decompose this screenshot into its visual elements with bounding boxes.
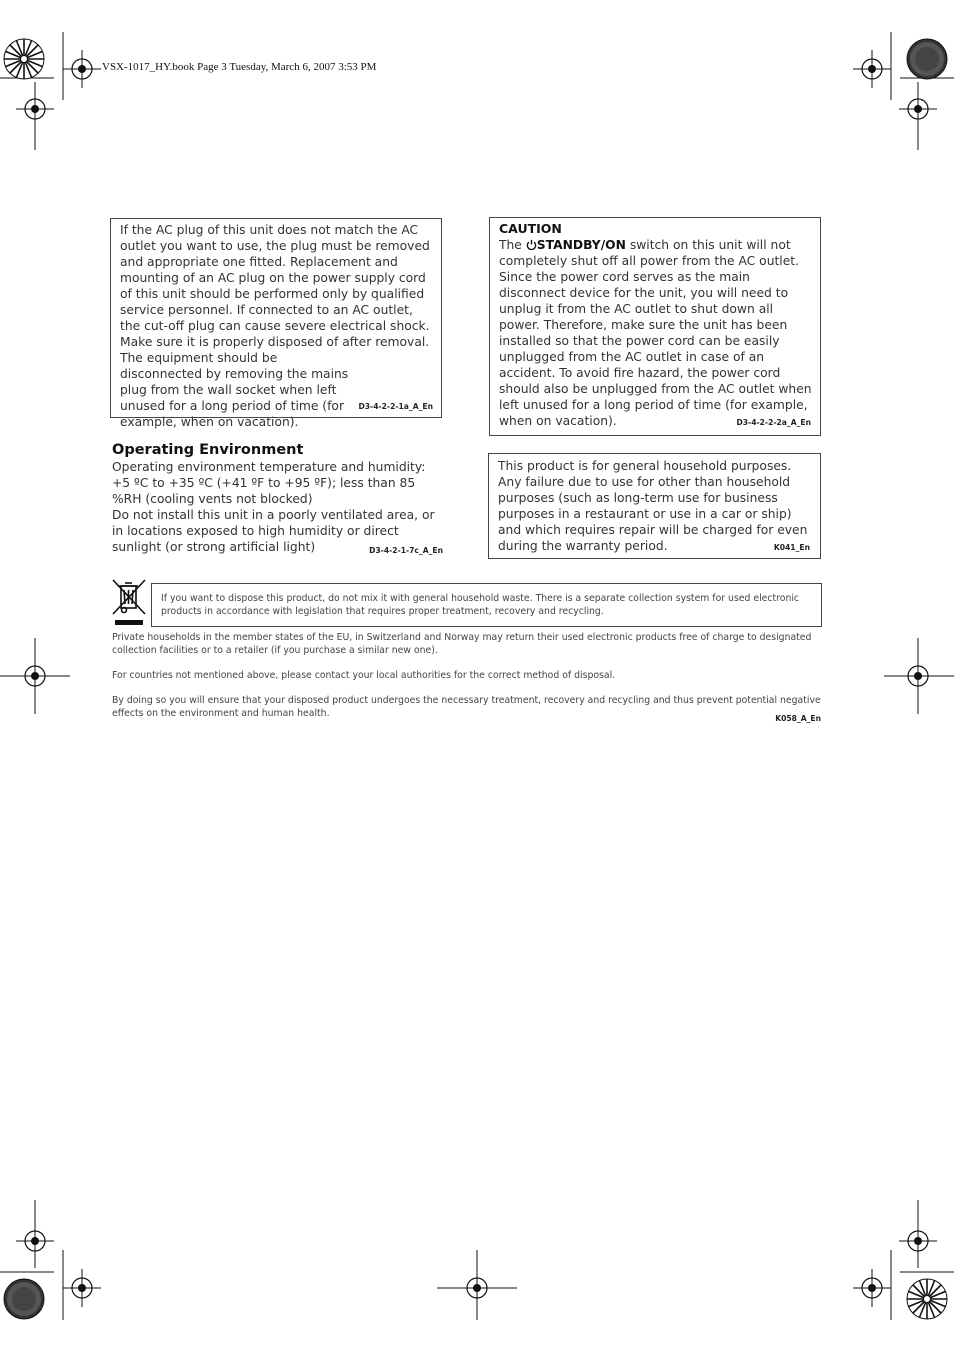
caution-text-before: The [499,238,526,252]
registration-mark-icon [16,90,54,128]
ac-plug-code: D3-4-2-2-1a_A_En [358,402,433,411]
registration-mark-icon [853,1269,891,1307]
color-wheel-icon [906,1278,948,1320]
ac-plug-paragraph-2: The equipment should be disconnected by removing the mains plug from the wall socket when left unused for a long period of time (for example, when on vacation). [120,351,349,429]
operating-environment-line-3: Do not install this unit in a poorly ventilated area, or in locations exposed to high humidity or direct sunlight (or strong artificial light) [112,508,435,554]
caution-text-after: switch on this unit will not completely shut off all power from the AC outlet. Since the power cord serves as the main disconnect device for the unit, you will need to unplug it from the AC outlet to shut down all power. Therefore, make sure the unit has been installed so that the power cord can be easily unplugged from the AC outlet in case of an accident. To avoid fire hazard, the power cord should also be unplugged from the AC outlet when left unused for a long period of time (for example, when on vacation). [499,238,812,428]
operating-environment-heading: Operating Environment [112,442,304,458]
caution-paragraph [499,237,812,429]
ac-plug-paragraph-1: If the AC plug of this unit does not match the AC outlet you want to use, the plug must be removed and appropriate one fitted. Replacement and mounting of an AC plug on the power supply cord of this unit should be performed only by qualified service personnel. If connected to an AC outlet, the cut-off plug can cause severe electrical shock. Make sure it is properly disposed of after removal. [120,223,430,349]
color-wheel-icon [906,38,948,80]
color-wheel-icon [3,1278,45,1320]
operating-environment-section [112,442,445,555]
disposal-details [112,632,822,721]
registration-mark-icon [16,657,54,695]
caution-code: D3-4-2-2-2a_A_En [736,418,811,427]
operating-environment-code: D3-4-2-1-7c_A_En [369,546,443,555]
disposal-notice-text: If you want to dispose this product, do not mix it with general household waste. There is a separate collection system for used electronic products in accordance with legislation that requires proper treatment, recovery and recycling. [161,593,800,617]
registration-mark-icon [899,657,937,695]
standby-switch-name: STANDBY/ON [536,238,626,252]
household-use-notice [488,453,821,559]
household-use-code: K041_En [773,543,810,552]
color-wheel-icon [3,38,45,80]
registration-mark-icon [63,1269,101,1307]
disposal-notice [151,583,822,627]
registration-mark-icon [899,90,937,128]
registration-mark-icon [63,50,101,88]
operating-environment-line-2: +5 ºC to +35 ºC (+41 ºF to +95 ºF); less than 85 %RH (cooling vents not blocked) [112,476,416,506]
caution-notice [489,217,821,436]
crossed-out-wheelie-bin-icon [112,578,146,626]
registration-mark-icon [16,1222,54,1260]
ac-plug-notice [110,218,442,429]
operating-environment-line-1: Operating environment temperature and humidity: [112,460,426,474]
disposal-code: K058_A_En [775,714,821,723]
power-standby-icon [526,238,537,249]
registration-mark-icon [853,50,891,88]
disposal-paragraph-1: Private households in the member states of the EU, in Switzerland and Norway may return their used electronic products free of charge to designated collection facilities or to a retailer (if you purchase a similar new one). [112,632,812,656]
disposal-paragraph-3: By doing so you will ensure that your disposed product undergoes the necessary treatment, recovery and recycling and thus prevent potential negative effects on the environment and human health. [112,695,821,720]
registration-mark-icon [458,1269,496,1307]
household-use-text: This product is for general household purposes. Any failure due to use for other than household purposes (such as long-term use for business purposes in a restaurant or use in a car or ship) and which requires repair will be charged for even during the warranty period. [498,459,808,553]
registration-mark-icon [899,1222,937,1260]
disposal-paragraph-2: For countries not mentioned above, please contact your local authorities for the correct method of disposal. [112,669,616,681]
print-header: VSX-1017_HY.book Page 3 Tuesday, March 6, 2007 3:53 PM [102,61,377,73]
caution-title: CAUTION [499,221,562,236]
